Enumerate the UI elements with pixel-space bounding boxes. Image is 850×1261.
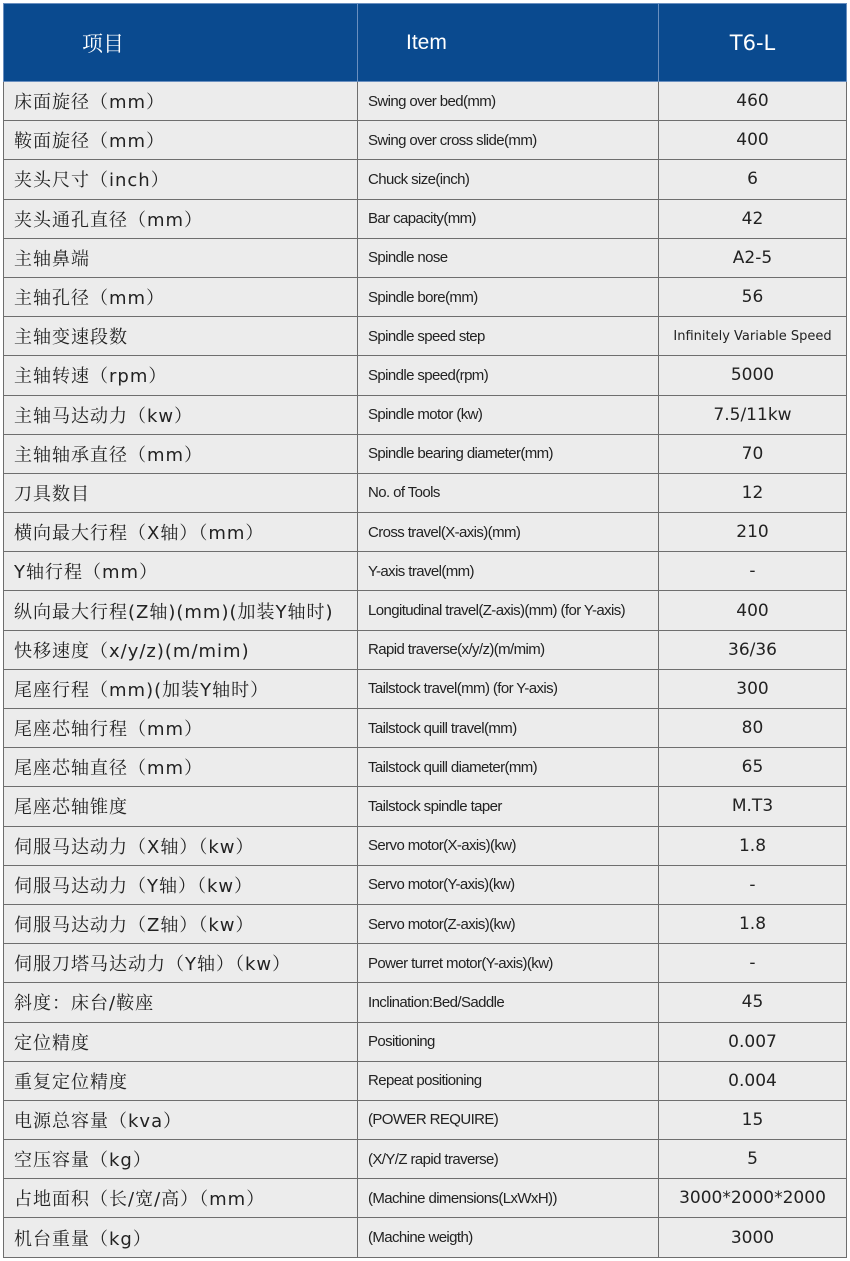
- spec-value: 56: [659, 277, 847, 316]
- table-row: [4, 513, 847, 552]
- table-body: [4, 82, 847, 1258]
- spec-name-zh: 横向最大行程（X轴）（mm）: [4, 513, 358, 552]
- spec-value: 70: [659, 434, 847, 473]
- spec-name-en: Rapid traverse(x/y/z)(m/mim): [358, 630, 659, 669]
- spec-name-zh: 主轴变速段数: [4, 317, 358, 356]
- table-row: [4, 787, 847, 826]
- spec-name-en: Inclination:Bed/Saddle: [358, 983, 659, 1022]
- spec-value: 1.8: [659, 826, 847, 865]
- spec-value: 7.5/11kw: [659, 395, 847, 434]
- spec-value: Infinitely Variable Speed: [659, 317, 847, 356]
- spec-name-en: Spindle bearing diameter(mm): [358, 434, 659, 473]
- header-model: T6-L: [659, 4, 847, 82]
- spec-name-en: Tailstock quill travel(mm): [358, 709, 659, 748]
- table-row: [4, 1022, 847, 1061]
- table-row: [4, 669, 847, 708]
- spec-value: -: [659, 865, 847, 904]
- spec-value: 6: [659, 160, 847, 199]
- spec-name-en: Repeat positioning: [358, 1061, 659, 1100]
- spec-name-zh: 尾座芯轴锥度: [4, 787, 358, 826]
- table-row: [4, 1061, 847, 1100]
- spec-name-en: (POWER REQUIRE): [358, 1100, 659, 1139]
- spec-value: -: [659, 944, 847, 983]
- spec-value: 460: [659, 82, 847, 121]
- spec-name-en: Servo motor(Z-axis)(kw): [358, 904, 659, 943]
- spec-name-zh: Y轴行程（mm）: [4, 552, 358, 591]
- spec-name-zh: 伺服刀塔马达动力（Y轴）（kw）: [4, 944, 358, 983]
- spec-name-en: Bar capacity(mm): [358, 199, 659, 238]
- spec-name-en: (Machine weigth): [358, 1218, 659, 1257]
- spec-name-zh: 快移速度（x/y/z)(m/mim): [4, 630, 358, 669]
- spec-name-zh: 鞍面旋径（mm）: [4, 121, 358, 160]
- table-row: [4, 904, 847, 943]
- spec-name-en: Spindle bore(mm): [358, 277, 659, 316]
- table-row: [4, 121, 847, 160]
- spec-name-zh: 夹头通孔直径（mm）: [4, 199, 358, 238]
- spec-value: 42: [659, 199, 847, 238]
- table-row: [4, 434, 847, 473]
- spec-name-en: (Machine dimensions(LxWxH)): [358, 1179, 659, 1218]
- table-row: [4, 1179, 847, 1218]
- table-row: [4, 944, 847, 983]
- spec-name-zh: 占地面积（长/宽/高）（mm）: [4, 1179, 358, 1218]
- spec-value: 3000*2000*2000: [659, 1179, 847, 1218]
- spec-name-en: Spindle speed step: [358, 317, 659, 356]
- spec-name-zh: 电源总容量（kva）: [4, 1100, 358, 1139]
- header-item-en: Item: [358, 4, 659, 82]
- spec-name-zh: 机台重量（kg）: [4, 1218, 358, 1257]
- spec-name-zh: 斜度：床台/鞍座: [4, 983, 358, 1022]
- table-row: [4, 826, 847, 865]
- table-row: [4, 395, 847, 434]
- header-item-zh: 项目: [4, 4, 358, 82]
- spec-name-en: Positioning: [358, 1022, 659, 1061]
- spec-name-zh: 空压容量（kg）: [4, 1140, 358, 1179]
- spec-name-zh: 主轴马达动力（kw）: [4, 395, 358, 434]
- table-header-row: [4, 4, 847, 82]
- spec-name-en: Servo motor(Y-axis)(kw): [358, 865, 659, 904]
- spec-name-zh: 伺服马达动力（Z轴）（kw）: [4, 904, 358, 943]
- spec-value: 300: [659, 669, 847, 708]
- spec-name-en: Spindle motor (kw): [358, 395, 659, 434]
- spec-name-zh: 主轴孔径（mm）: [4, 277, 358, 316]
- table-row: [4, 473, 847, 512]
- spec-name-en: Power turret motor(Y-axis)(kw): [358, 944, 659, 983]
- spec-name-zh: 纵向最大行程(Z轴)(mm)(加装Y轴时): [4, 591, 358, 630]
- spec-value: 400: [659, 591, 847, 630]
- table-row: [4, 317, 847, 356]
- spec-name-en: Tailstock travel(mm) (for Y-axis): [358, 669, 659, 708]
- spec-value: 45: [659, 983, 847, 1022]
- spec-name-en: Swing over cross slide(mm): [358, 121, 659, 160]
- spec-name-en: Tailstock quill diameter(mm): [358, 748, 659, 787]
- spec-name-en: Servo motor(X-axis)(kw): [358, 826, 659, 865]
- spec-value: 65: [659, 748, 847, 787]
- spec-table: [3, 3, 847, 1258]
- spec-name-zh: 伺服马达动力（Y轴）（kw）: [4, 865, 358, 904]
- spec-value: 1.8: [659, 904, 847, 943]
- spec-name-zh: 主轴鼻端: [4, 238, 358, 277]
- spec-value: 80: [659, 709, 847, 748]
- spec-name-zh: 伺服马达动力（X轴）（kw）: [4, 826, 358, 865]
- spec-value: A2-5: [659, 238, 847, 277]
- table-row: [4, 552, 847, 591]
- spec-value: M.T3: [659, 787, 847, 826]
- table-row: [4, 1218, 847, 1257]
- spec-name-en: Cross travel(X-axis)(mm): [358, 513, 659, 552]
- spec-value: 0.004: [659, 1061, 847, 1100]
- spec-name-zh: 尾座芯轴直径（mm）: [4, 748, 358, 787]
- table-row: [4, 865, 847, 904]
- spec-value: 210: [659, 513, 847, 552]
- spec-value: 12: [659, 473, 847, 512]
- table-row: [4, 983, 847, 1022]
- spec-name-zh: 尾座芯轴行程（mm）: [4, 709, 358, 748]
- spec-name-en: Spindle speed(rpm): [358, 356, 659, 395]
- spec-name-en: Chuck size(inch): [358, 160, 659, 199]
- spec-name-en: Longitudinal travel(Z-axis)(mm) (for Y-axis): [358, 591, 659, 630]
- table-row: [4, 591, 847, 630]
- spec-name-zh: 重复定位精度: [4, 1061, 358, 1100]
- spec-name-zh: 夹头尺寸（inch）: [4, 160, 358, 199]
- table-row: [4, 82, 847, 121]
- table-row: [4, 238, 847, 277]
- spec-value: 15: [659, 1100, 847, 1139]
- table-row: [4, 356, 847, 395]
- spec-name-en: Tailstock spindle taper: [358, 787, 659, 826]
- table-row: [4, 160, 847, 199]
- spec-name-zh: 刀具数目: [4, 473, 358, 512]
- table-row: [4, 630, 847, 669]
- spec-value: 5000: [659, 356, 847, 395]
- spec-name-en: Y-axis travel(mm): [358, 552, 659, 591]
- spec-value: 0.007: [659, 1022, 847, 1061]
- spec-value: -: [659, 552, 847, 591]
- table-row: [4, 709, 847, 748]
- spec-name-zh: 床面旋径（mm）: [4, 82, 358, 121]
- table-row: [4, 277, 847, 316]
- spec-name-zh: 定位精度: [4, 1022, 358, 1061]
- spec-name-en: No. of Tools: [358, 473, 659, 512]
- spec-name-zh: 尾座行程（mm)(加装Y轴时）: [4, 669, 358, 708]
- spec-name-en: Spindle nose: [358, 238, 659, 277]
- spec-value: 36/36: [659, 630, 847, 669]
- spec-name-zh: 主轴轴承直径（mm）: [4, 434, 358, 473]
- table-row: [4, 748, 847, 787]
- table-row: [4, 1100, 847, 1139]
- table-row: [4, 199, 847, 238]
- spec-value: 3000: [659, 1218, 847, 1257]
- spec-name-en: (X/Y/Z rapid traverse): [358, 1140, 659, 1179]
- spec-value: 5: [659, 1140, 847, 1179]
- spec-name-en: Swing over bed(mm): [358, 82, 659, 121]
- spec-value: 400: [659, 121, 847, 160]
- spec-name-zh: 主轴转速（rpm）: [4, 356, 358, 395]
- table-row: [4, 1140, 847, 1179]
